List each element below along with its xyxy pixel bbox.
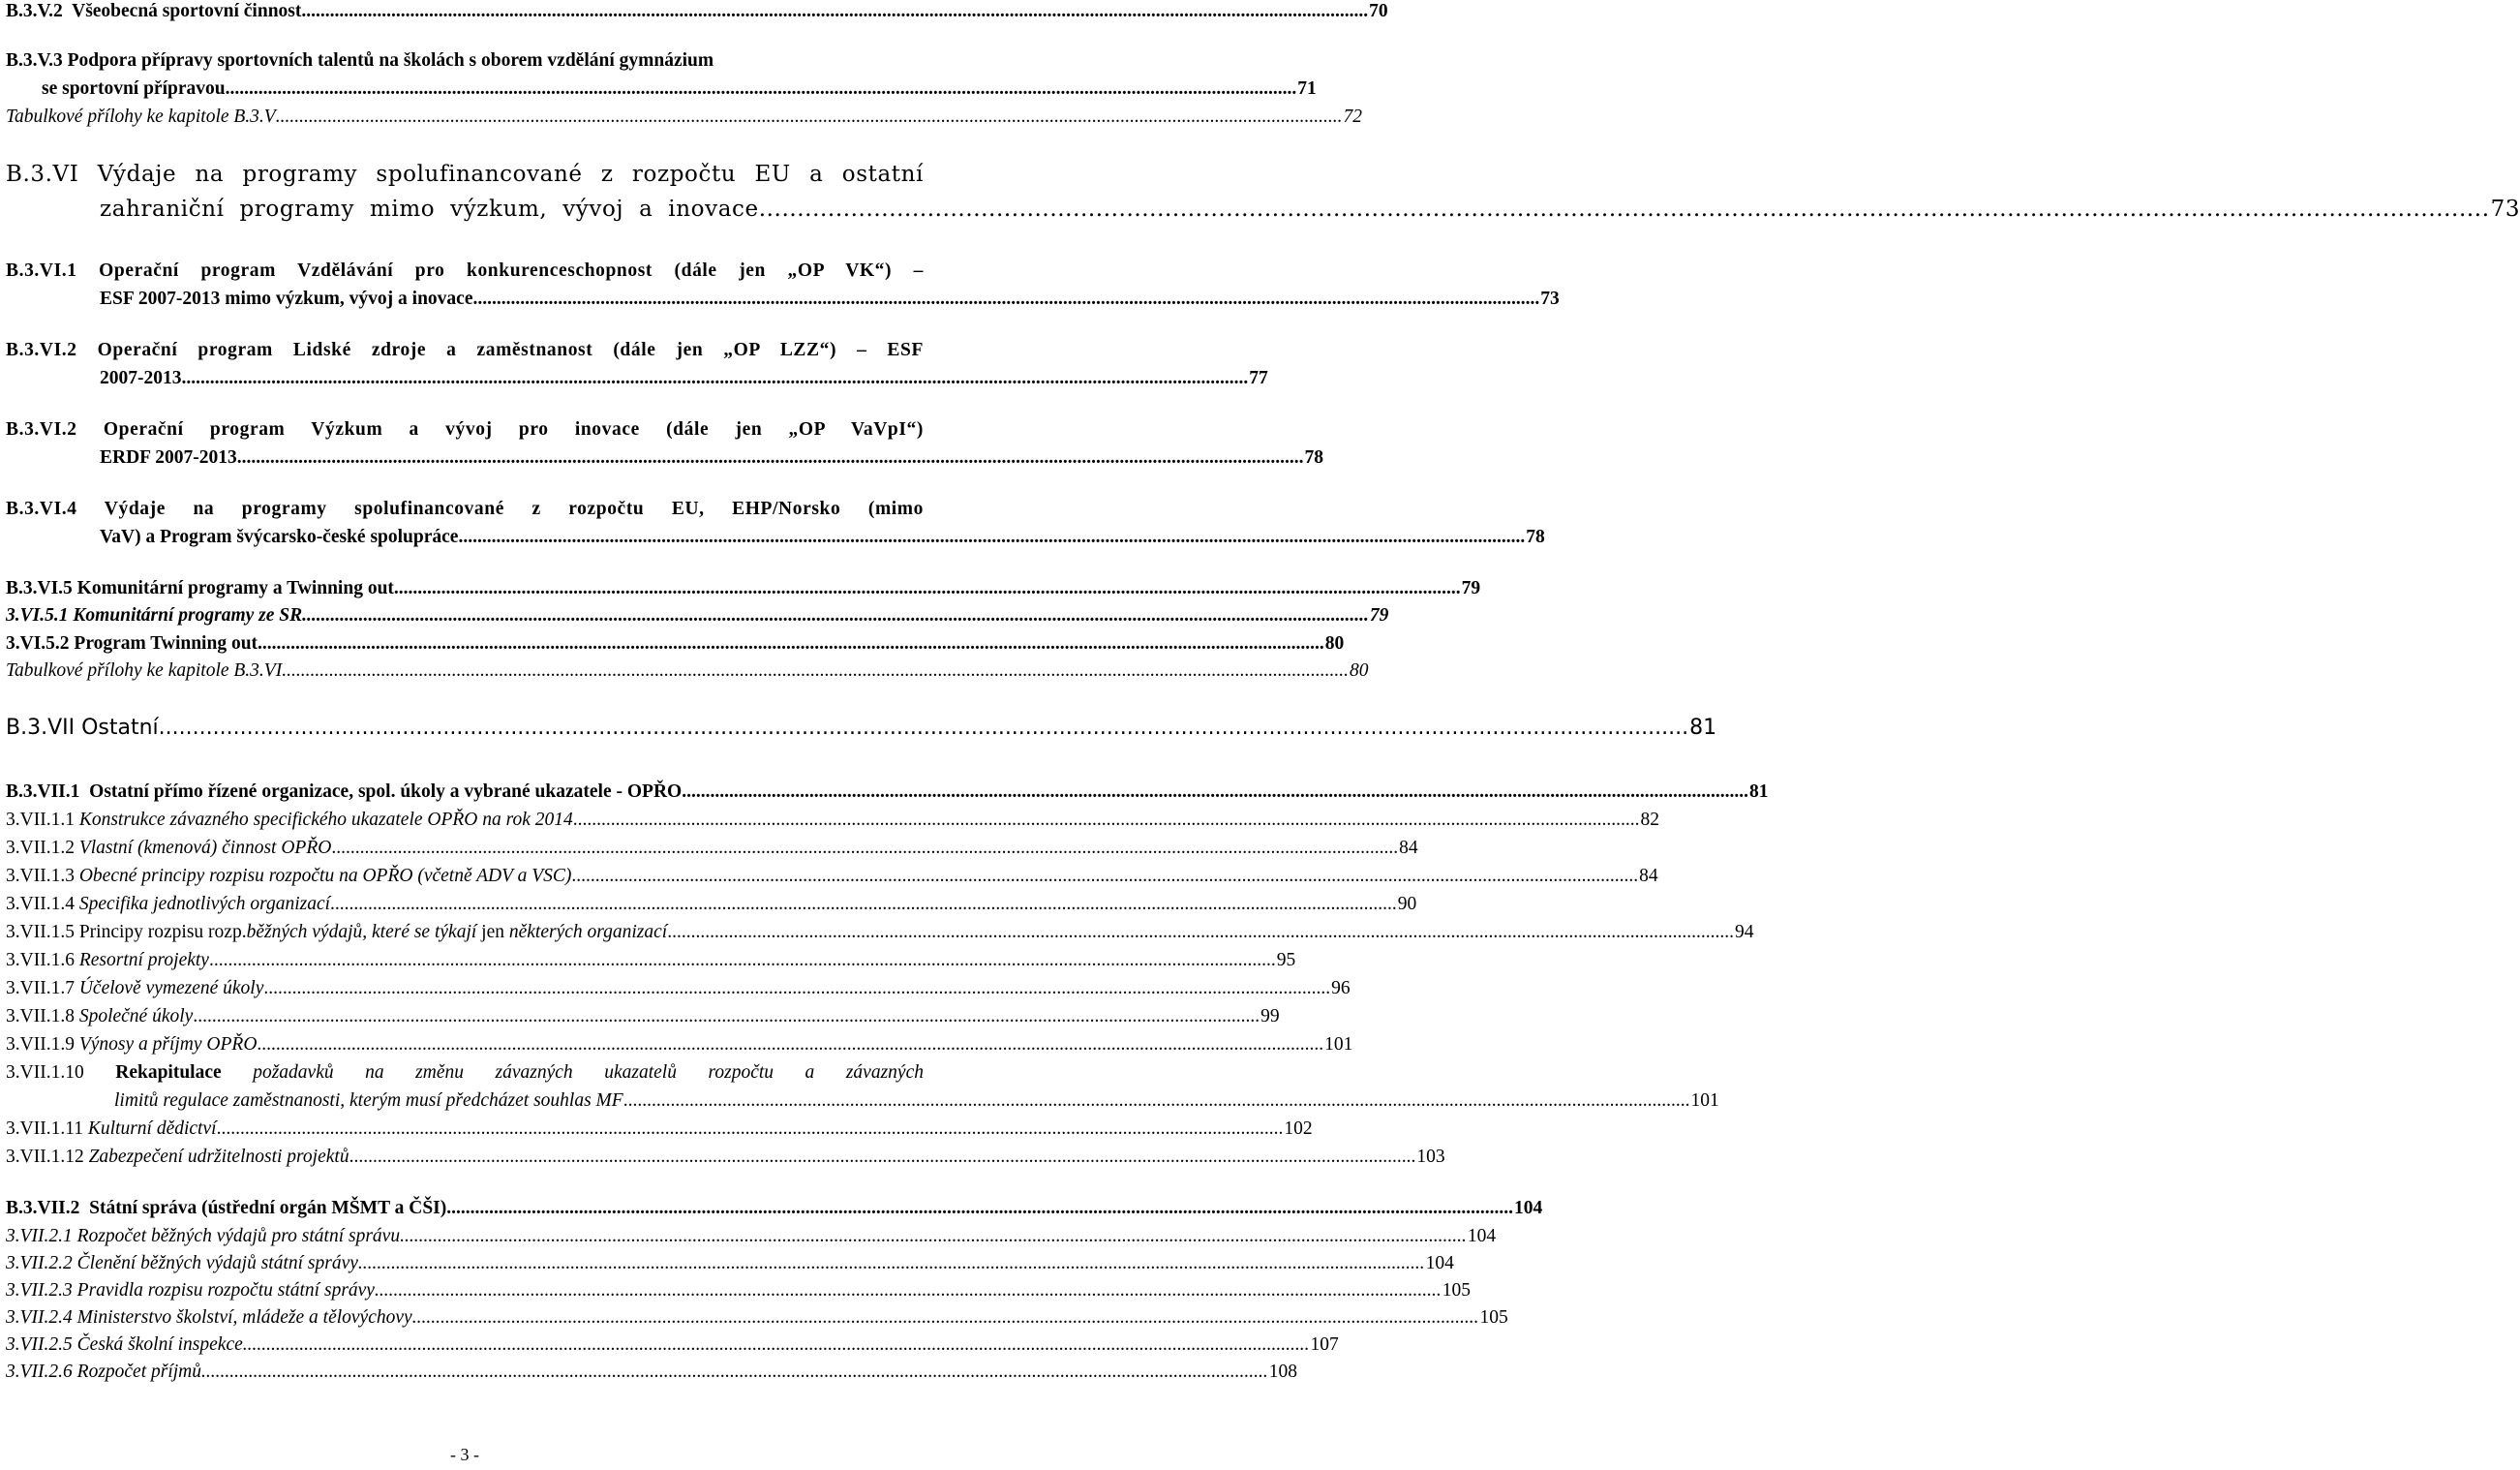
toc-page: 81 (1689, 716, 1717, 740)
toc-entry-3vii18[interactable] (6, 1002, 1280, 1030)
toc-title-part-a: Principy rozpisu rozp. (78, 922, 247, 942)
toc-prefix: 3.VII.1.9 (6, 1034, 75, 1055)
toc-page: 79 (1369, 605, 1389, 626)
toc-entry-3vii22[interactable] (6, 1249, 1454, 1277)
toc-entry-3vii13[interactable] (6, 862, 1658, 890)
leader-dots (458, 523, 1525, 551)
toc-page: 78 (1526, 527, 1545, 547)
toc-page: 80 (1349, 660, 1369, 681)
leader-dots (201, 1358, 1268, 1386)
toc-prefix: 3.VII.2.4 (6, 1307, 73, 1328)
toc-title-line1: Operační program Výzkum a vývoj pro inovace (dále jen „OP VaVpI“) (103, 419, 924, 440)
toc-entry-tables-b3vi[interactable] (6, 657, 1369, 685)
toc-entry-b3vii2[interactable] (6, 1194, 1543, 1222)
toc-prefix: 3.VII.1.11 (6, 1118, 83, 1139)
toc-prefix: 3.VII.1.8 (6, 1006, 75, 1026)
toc-prefix: B.3.VI.4 (6, 499, 77, 519)
leader-dots (159, 712, 1688, 745)
toc-page: 105 (1442, 1280, 1471, 1301)
toc-title-line1-a: Rekapitulace (115, 1062, 254, 1083)
toc-page: 96 (1331, 978, 1351, 998)
toc-prefix: 3.VII.2.5 (6, 1334, 73, 1355)
toc-title: Pravidla rozpisu rozpočtu státní správy (76, 1280, 375, 1301)
toc-page: 84 (1639, 866, 1658, 886)
toc-page: 90 (1397, 894, 1417, 914)
toc-entry-3vii25[interactable] (6, 1331, 1339, 1359)
toc-prefix: 3.VII.1.10 (6, 1062, 84, 1083)
leader-dots (331, 834, 1398, 862)
toc-prefix: B.3.V.3 (6, 50, 63, 71)
toc-title: Konstrukce závazného specifického ukazatele OPŘO na rok 2014 (78, 810, 573, 830)
toc-title-part-c: jen (476, 922, 509, 942)
leader-dots (682, 778, 1748, 806)
leader-dots (243, 1331, 1310, 1359)
leader-dots (412, 1303, 1479, 1332)
toc-entry-b3v3[interactable] (6, 46, 1317, 103)
leader-dots (193, 1002, 1260, 1030)
toc-page: 72 (1343, 107, 1362, 127)
toc-page: 70 (1369, 1, 1388, 21)
leader-dots (182, 364, 1249, 392)
toc-title: Obecné principy rozpisu rozpočtu na OPŘO (včetně ADV a VSC) (78, 866, 572, 886)
toc-entry-b3vi[interactable] (6, 157, 2520, 227)
toc-prefix: 3.VII.1.6 (6, 950, 75, 970)
toc-entry-b3vi5[interactable] (6, 574, 1481, 602)
toc-page: 78 (1304, 447, 1323, 468)
toc-title: B.3.VI.5 Komunitární programy a Twinning out (6, 578, 394, 598)
toc-entry-b3vi4[interactable] (6, 495, 1545, 551)
toc-page: 81 (1748, 781, 1769, 802)
toc-title-line1: Výdaje na programy spolufinancované z rozpočtu EU, EHP/Norsko (mimo (104, 499, 924, 519)
toc-title-line2: se sportovní přípravou. (42, 78, 230, 99)
toc-title: Účelově vymezené úkoly (78, 978, 264, 998)
toc-title: Specifika jednotlivých organizací (78, 894, 331, 914)
toc-page: 95 (1276, 950, 1296, 970)
leader-dots (358, 1249, 1425, 1277)
toc-title-line1-b: požadavků na změnu závazných ukazatelů rozpočtu a závazných (253, 1062, 924, 1083)
toc-title: Společné úkoly (78, 1006, 194, 1026)
toc-page: 108 (1268, 1362, 1298, 1382)
toc-prefix: B.3.VI.2 (6, 340, 77, 360)
leader-dots (263, 974, 1330, 1002)
toc-title-line2: 2007-2013 (100, 368, 182, 388)
toc-title: B.3.VII Ostatní (6, 716, 159, 740)
leader-dots (276, 103, 1343, 131)
toc-title: Rozpočet příjmů (76, 1362, 202, 1382)
toc-prefix: 3.VII.2.6 (6, 1362, 73, 1382)
leader-dots (282, 657, 1349, 685)
toc-prefix: 3.VII.1.4 (6, 894, 75, 914)
toc-title-line2: ESF 2007-2013 mimo výzkum, vývoj a inovace (100, 289, 473, 309)
toc-prefix: B.3.VI.1 (6, 260, 77, 281)
toc-page: 99 (1260, 1006, 1280, 1026)
leader-dots (446, 1194, 1513, 1222)
toc-entry-3vii12[interactable] (6, 834, 1418, 862)
toc-page: 84 (1399, 838, 1418, 858)
toc-prefix: 3.VII.1.3 (6, 866, 75, 886)
toc-title-line2: ERDF 2007-2013 (100, 447, 237, 468)
toc-title: 3.VI.5.1 Komunitární programy ze SR (6, 605, 303, 626)
toc-title-line2: zahraniční programy mimo výzkum, vývoj a inovace (100, 197, 759, 222)
toc-page: 104 (1425, 1253, 1454, 1273)
toc-title: Rozpočet běžných výdajů pro státní správu (76, 1226, 401, 1246)
toc-entry-3vii21[interactable] (6, 1222, 1497, 1250)
toc-title: Vlastní (kmenová) činnost OPŘO (78, 838, 332, 858)
toc-prefix: 3.VII.2.3 (6, 1280, 73, 1301)
toc-prefix: 3.VII.1.5 (6, 922, 75, 942)
toc-prefix: B.3.V.2 (6, 1, 63, 21)
toc-title: Výnosy a příjmy OPŘO (78, 1034, 258, 1055)
toc-entry-b3vii[interactable] (6, 712, 1717, 745)
leader-dots (623, 1087, 1690, 1115)
toc-title: Kulturní dědictví (87, 1118, 217, 1139)
leader-dots (257, 1030, 1323, 1058)
leader-dots (400, 1222, 1467, 1250)
toc-entry-b3vi1[interactable] (6, 257, 1560, 313)
toc-page: 82 (1640, 810, 1660, 830)
toc-entry-3vii14[interactable] (6, 890, 1417, 918)
toc-title-line1: B.3.VI Výdaje na programy spolufinancované z rozpočtu EU a ostatní (6, 162, 924, 187)
toc-title-line2: VaV) a Program švýcarsko-české spolupráce (100, 527, 459, 547)
toc-entry-3vii23[interactable] (6, 1276, 1471, 1304)
toc-entry-b3vii1[interactable] (6, 778, 1769, 806)
leader-dots (349, 1143, 1416, 1171)
toc-page: 79 (1461, 578, 1481, 598)
toc-prefix: B.3.VII.2 (6, 1198, 80, 1218)
toc-entry-3vii16[interactable] (6, 946, 1296, 974)
leader-dots (217, 1115, 1284, 1143)
toc-prefix: 3.VII.1.12 (6, 1147, 84, 1167)
toc-entry-3vi52[interactable] (6, 629, 1345, 658)
leader-dots (375, 1276, 1442, 1304)
toc-title: Česká školní inspekce (76, 1334, 243, 1355)
toc-entry-b3vi2-lzz[interactable] (6, 336, 1268, 392)
toc-title: Tabulkové přílohy ke kapitole B.3.V (6, 107, 276, 127)
leader-dots (330, 890, 1397, 918)
toc-page: 105 (1479, 1307, 1508, 1328)
toc-entry-3vii26[interactable] (6, 1358, 1298, 1386)
toc-page: 80 (1324, 633, 1345, 654)
leader-dots (472, 285, 1539, 313)
toc-entry-3vii111[interactable] (6, 1115, 1313, 1143)
toc-title-line1: Podpora přípravy sportovních talentů na školách s oborem vzdělání gymnázium (67, 50, 714, 71)
leader-dots (759, 192, 2490, 227)
toc-title: Členění běžných výdajů státní správy (76, 1253, 358, 1273)
toc-entry-3vii17[interactable] (6, 974, 1351, 1002)
toc-title: 3.VI.5.2 Program Twinning out (6, 633, 258, 654)
toc-prefix: 3.VII.1.1 (6, 810, 75, 830)
toc-page: 102 (1284, 1118, 1313, 1139)
toc-entry-3vii112[interactable] (6, 1143, 1445, 1171)
leader-dots (394, 574, 1461, 602)
toc-title: Tabulkové přílohy ke kapitole B.3.VI (6, 660, 283, 681)
leader-dots (209, 946, 1276, 974)
leader-dots (573, 806, 1640, 834)
leader-dots (667, 918, 1734, 946)
toc-entry-3vii11[interactable] (6, 806, 1660, 834)
toc-page: 101 (1690, 1090, 1719, 1111)
toc-entry-tables-b3v[interactable] (6, 103, 1362, 131)
toc-entry-3vii24[interactable] (6, 1303, 1508, 1332)
toc-title-line2: limitů regulace zaměstnanosti, kterým musí předcházet souhlas MF (114, 1090, 623, 1111)
toc-title: Ministerstvo školství, mládeže a tělovýchovy (76, 1307, 412, 1328)
toc-page: 71 (1297, 78, 1317, 99)
toc-page: 73 (2490, 197, 2520, 222)
toc-page: 104 (1467, 1226, 1497, 1246)
leader-dots (229, 75, 1296, 103)
toc-prefix: B.3.VII.1 (6, 781, 80, 802)
page-number-footer: - 3 - (450, 1445, 479, 1464)
leader-dots (302, 601, 1369, 629)
toc-title-line1: Operační program Vzdělávání pro konkurenceschopnost (dále jen „OP VK“) – (99, 260, 924, 281)
toc-title-line1: Operační program Lidské zdroje a zaměstnanost (dále jen „OP LZZ“) – ESF (97, 340, 924, 360)
toc-prefix: 3.VII.1.2 (6, 838, 75, 858)
toc-page: 77 (1249, 368, 1268, 388)
toc-title: Všeobecná sportovní činnost (72, 1, 302, 21)
leader-dots (571, 862, 1638, 890)
leader-dots (237, 444, 1304, 472)
toc-prefix: 3.VII.1.7 (6, 978, 75, 998)
toc-title: Resortní projekty (78, 950, 209, 970)
toc-prefix: 3.VII.2.1 (6, 1226, 73, 1246)
toc-page: 101 (1324, 1034, 1353, 1055)
toc-title: Státní správa (ústřední orgán MŠMT a ČŠI) (89, 1198, 447, 1218)
toc-entry-3vii15[interactable] (6, 918, 1754, 946)
toc-page: 104 (1514, 1198, 1543, 1218)
toc-entry-3vi51[interactable] (6, 601, 1389, 629)
toc-page: 103 (1416, 1147, 1445, 1167)
toc-title-part-b: běžných výdajů, které se týkají (246, 922, 477, 942)
toc-title: Ostatní přímo řízené organizace, spol. úkoly a vybrané ukazatele - OPŘO (89, 781, 683, 802)
toc-entry-b3v2[interactable] (6, 0, 1388, 25)
toc-title-part-d: některých organizací (508, 922, 668, 942)
toc-entry-b3vi2-vavpi[interactable] (6, 415, 1323, 472)
toc-page: 107 (1310, 1334, 1339, 1355)
leader-dots (301, 0, 1368, 25)
leader-dots (258, 629, 1324, 658)
toc-page: 94 (1734, 922, 1754, 942)
toc-entry-3vii110[interactable] (6, 1058, 1719, 1115)
toc-prefix: 3.VII.2.2 (6, 1253, 73, 1273)
toc-entry-3vii19[interactable] (6, 1030, 1353, 1058)
toc-title: Zabezpečení udržitelnosti projektů (88, 1147, 349, 1167)
toc-page: 73 (1540, 289, 1560, 309)
toc-prefix: B.3.VI.2 (6, 419, 77, 440)
